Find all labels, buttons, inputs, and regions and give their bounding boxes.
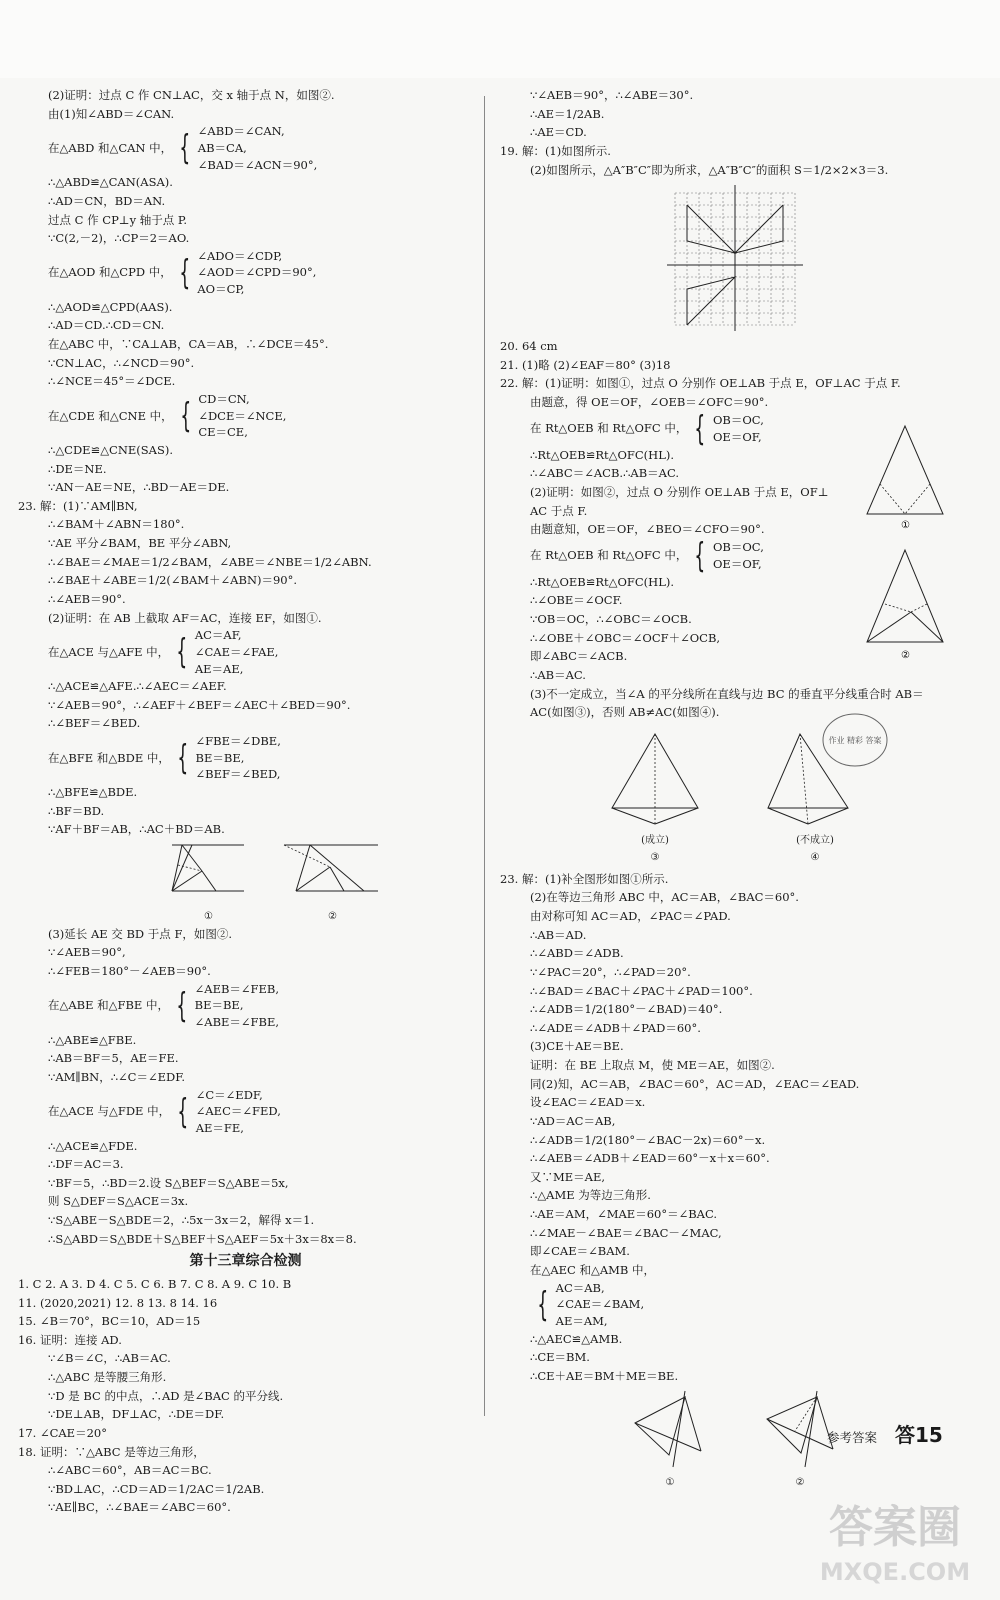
text-line: ∴∠ADB＝1/2(180°－∠BAD)＝40°.	[530, 1002, 723, 1017]
watermark-text: 答案圈	[829, 1502, 961, 1553]
left-column	[18, 86, 473, 1517]
system-row: ∠AEB＝∠FEB,	[194, 981, 280, 996]
figure-caption: ②	[328, 910, 337, 922]
text-line: ∴BF＝BD.	[48, 803, 105, 818]
text-line: 即∠CAE＝∠BAM.	[530, 1244, 630, 1259]
system-label: 在△ACE 与△AFE 中，	[48, 644, 170, 659]
brace-icon: {	[179, 252, 190, 293]
text-line: ∵CN⊥AC，∴∠NCD＝90°.	[48, 355, 195, 370]
text-line: ∴∠AEB＝90°.	[48, 591, 126, 606]
text-line: 在△ABC 中，∵CA⊥AB，CA＝AB，∴∠DCE＝45°.	[48, 337, 329, 352]
page-value: 15	[915, 1423, 943, 1447]
brace-icon: {	[177, 1091, 189, 1132]
figure-caption: (成立)	[641, 835, 669, 847]
text-line: ∵C(2,－2)，∴CP＝2＝AO.	[48, 231, 190, 246]
text-line: ∴△ACE≌△AFE.∴∠AEC＝∠AEF.	[48, 679, 227, 694]
answer-line: ∵AE∥BC，∴∠BAE＝∠ABC＝60°.	[48, 1500, 231, 1515]
q22-block	[500, 408, 970, 722]
system-row: ∠BEF＝∠BED,	[195, 767, 281, 782]
text-line: ∵∠AEB＝90°，∴∠ABE＝30°.	[530, 88, 694, 102]
figure-number: ③	[650, 851, 660, 863]
system-label: 在△ACE 与△FDE 中，	[48, 1104, 171, 1119]
text-line: ∵∠AEB＝90°,	[48, 945, 126, 960]
text-line: ∴AD＝CN，BD＝AN.	[48, 193, 166, 208]
text-line: ∴△CDE≌△CNE(SAS).	[48, 442, 174, 457]
answer-line: 18. 证明：∵△ABC 是等边三角形，	[18, 1444, 205, 1459]
text-line: AC 于点 F.	[530, 503, 588, 518]
footer-label: 参考答案	[827, 1430, 878, 1445]
text-line: ∵OB＝OC，∴∠OBC＝∠OCB.	[530, 612, 692, 626]
text-line: ∴Rt△OEB≌Rt△OFC(HL).	[530, 574, 674, 589]
text-line: (2)证明：在 AB 上截取 AF＝AC，连接 EF，如图①.	[48, 610, 322, 625]
equation-system	[18, 733, 473, 783]
watermark-logo	[800, 1480, 990, 1590]
text-line: (3)延长 AE 交 BD 于点 F，如图②.	[48, 926, 233, 941]
text-line: (3)CE＋AE＝BE.	[530, 1039, 624, 1054]
text-line: 则 S△DEF＝S△ACE＝3x.	[48, 1194, 189, 1209]
text-line: 由对称可知 AC＝AD，∠PAC＝∠PAD.	[530, 909, 731, 923]
answer-line: 16. 证明：连接 AD.	[18, 1332, 122, 1347]
brace-icon: {	[179, 128, 191, 169]
column-divider	[484, 96, 485, 1416]
answer-line: 23. 解：(1)补全图形如图①所示.	[500, 871, 669, 886]
text-line: ∴△AEC≌△AMB.	[530, 1331, 623, 1346]
text-line: ∴∠FEB＝180°－∠AEB＝90°.	[48, 964, 211, 979]
figure-caption: (不成立)	[796, 835, 834, 847]
brace-icon: {	[176, 985, 188, 1026]
system-label: 在△CDE 和△CNE 中，	[48, 408, 173, 423]
figure-4	[760, 728, 882, 866]
text-line: 由(1)知∠ABD＝∠CAN.	[48, 106, 175, 121]
text-line: ∵S△ABE－S△BDE＝2，∴5x－3x＝2，解得 x＝1.	[48, 1213, 315, 1228]
system-row: ∠FBE＝∠DBE,	[195, 734, 281, 749]
text-line: ∴△AOD≌△CPD(AAS).	[48, 299, 173, 314]
system-row: OE＝OF,	[713, 556, 762, 571]
figure-number: ②	[795, 1477, 805, 1489]
text-line: ∴∠AEB＝∠ADB＋∠EAD＝60°－x＋x＝60°.	[530, 1151, 770, 1166]
question-23-heading: 23. 解：(1)∵AM∥BN,	[18, 498, 138, 513]
stamp-text: 作业 精彩 答案	[828, 735, 882, 745]
text-line: (2)在等边三角形 ABC 中，AC＝AB，∠BAC＝60°.	[530, 890, 799, 905]
text-line: (2)证明：过点 C 作 CN⊥AC，交 x 轴于点 N，如图②.	[48, 88, 335, 102]
text-line: (2)如图所示，△A″B″C″即为所求，△A″B″C″的面积 S＝1/2×2×3＝3.	[530, 162, 889, 177]
text-line: ∵AD＝AC＝AB,	[530, 1113, 616, 1128]
page-prefix: 答	[895, 1423, 915, 1447]
text-line: 同(2)知，AC＝AB，∠BAC＝60°，AC＝AD，∠EAC＝∠EAD.	[530, 1076, 860, 1091]
text-line: (2)证明：如图②，过点 O 分别作 OE⊥AB 于点 E，OF⊥	[530, 484, 829, 499]
svg-text:②: ②	[901, 649, 910, 661]
text-line: 又∵ME＝AE,	[530, 1169, 606, 1184]
system-label: 在△AOD 和△CPD 中，	[48, 265, 172, 280]
text-line: ∴∠NCE＝45°＝∠DCE.	[48, 374, 176, 389]
system-row: ∠AOD＝∠CPD＝90°,	[197, 265, 317, 280]
text-line: ∴∠BEF＝∠BED.	[48, 716, 141, 731]
system-row: BE＝BE,	[195, 750, 245, 765]
text-line: 过点 C 作 CP⊥y 轴于点 P.	[48, 212, 187, 227]
text-line: ∴∠BAE＋∠ABE＝1/2(∠BAM＋∠ABN)＝90°.	[48, 573, 298, 588]
answer-line: 11. (2020,2021) 12. 8 13. 8 14. 16	[18, 1295, 218, 1310]
geometry-figure-2	[278, 841, 388, 903]
system-label: 在△ABD 和△CAN 中，	[48, 140, 173, 155]
figure-3	[600, 728, 710, 866]
equation-system	[18, 248, 473, 298]
coordinate-grid-figure	[665, 183, 805, 333]
answer-line: ∴∠ABC＝60°，AB＝AC＝BC.	[48, 1463, 212, 1478]
text-line: ∴Rt△OEB≌Rt△OFC(HL).	[530, 447, 674, 462]
equation-system	[18, 391, 473, 441]
stamp-icon	[820, 710, 890, 770]
system-row: ∠ABD＝∠CAN,	[197, 124, 285, 139]
answer-line: ∴△ABC 是等腰三角形.	[48, 1370, 167, 1385]
text-line: ∵AN－AE＝NE，∴BD－AE＝DE.	[48, 480, 230, 495]
answer-line: 22. 解：(1)证明：如图①，过点 O 分别作 OE⊥AB 于点 E，OF⊥AC 于点 F.	[500, 376, 901, 391]
page-number	[895, 1419, 943, 1451]
chapter-title: 第十三章综合检测	[189, 1253, 302, 1270]
text-line: ∴AB＝AC.	[530, 667, 586, 682]
brace-icon: {	[180, 395, 191, 436]
watermark-domain: MXQE.COM	[819, 1558, 971, 1586]
text-line: ∵∠PAC＝20°，∴∠PAD＝20°.	[530, 964, 691, 979]
right-column	[500, 86, 970, 1491]
text-line: ∵BF＝5，∴BD＝2.设 S△BEF＝S△ABE＝5x,	[48, 1175, 289, 1190]
system-row: CD＝CN,	[198, 391, 250, 406]
answer-line: 21. (1)略 (2)∠EAF＝80° (3)18	[500, 357, 671, 372]
figure-number: ④	[810, 851, 820, 863]
text-line: ∴∠BAD＝∠BAC＋∠PAC＋∠PAD＝100°.	[530, 983, 753, 998]
system-row: ∠ABE＝∠FBE,	[194, 1014, 280, 1029]
figure-1	[164, 841, 254, 925]
q23-figures	[78, 841, 473, 925]
system-row: OE＝OF,	[713, 429, 762, 444]
triangle-figure-2	[855, 546, 955, 662]
geometry-figure-5	[625, 1389, 715, 1469]
page-top-margin	[0, 0, 1000, 78]
text-line: ∴△ABE≌△FBE.	[48, 1032, 137, 1047]
system-row: ∠CAE＝∠BAM,	[555, 1297, 645, 1312]
system-row: AE＝FE,	[195, 1120, 244, 1135]
text-line: ∴DE＝NE.	[48, 461, 107, 476]
geometry-figure-3	[600, 728, 710, 828]
text-line: ∵AE 平分∠BAM，BE 平分∠ABN,	[48, 536, 232, 551]
equation-system	[18, 123, 473, 173]
brace-icon: {	[537, 1284, 549, 1325]
text-line: ∴∠ADE＝∠ADB＋∠PAD＝60°.	[530, 1020, 701, 1035]
svg-text:①: ①	[901, 519, 910, 531]
text-line: ∴AE＝1/2AB.	[530, 106, 605, 121]
answer-line: ∵∠B＝∠C，∴AB＝AC.	[48, 1351, 171, 1366]
system-row: AC＝AB,	[555, 1280, 605, 1295]
text-line: ∴∠OBE＋∠OBC＝∠OCF＋∠OCB,	[530, 630, 721, 645]
text-line: ∴AE＝CD.	[530, 125, 587, 140]
system-row: ∠C＝∠EDF,	[195, 1087, 263, 1102]
system-row: AB＝CA,	[197, 140, 247, 155]
text-line: ∴∠ABC＝∠ACB.∴AB＝AC.	[530, 466, 679, 481]
text-line: ∴AD＝CD.∴CD＝CN.	[48, 318, 165, 333]
equation-system	[18, 981, 473, 1031]
text-line: 19. 解：(1)如图所示.	[500, 143, 611, 158]
text-line: ∵∠AEB＝90°，∴∠AEF＋∠BEF＝∠AEC＋∠BED＝90°.	[48, 697, 351, 712]
text-line: 由题意知，OE＝OF，∠BEO＝∠CFO＝90°.	[530, 522, 765, 537]
answer-line: 1. C 2. A 3. D 4. C 5. C 6. B 7. C 8. A 9. C 10. B	[18, 1276, 292, 1291]
system-row: ∠ADO＝∠CDP,	[197, 248, 283, 263]
system-row: AE＝AM,	[555, 1313, 608, 1328]
text-line: ∴AE＝AM，∠MAE＝60°＝∠BAC.	[530, 1207, 718, 1221]
system-row: AO＝CP,	[197, 282, 245, 297]
text-line: ∴AB＝BF＝5，AE＝FE.	[48, 1051, 179, 1066]
text-line: ∵AF＋BF＝AB，∴AC＋BD＝AB.	[48, 822, 225, 837]
figure-number: ①	[665, 1477, 675, 1489]
text-line: ∴S△ABD＝S△BDE＋S△BEF＋S△AEF＝5x＋3x＝8x＝8.	[48, 1231, 357, 1246]
text-line: ∴△ABD≌△CAN(ASA).	[48, 175, 173, 190]
text-line: ∴∠OBE＝∠OCF.	[530, 593, 623, 608]
system-label: 在△ABE 和△FBE 中，	[48, 998, 169, 1013]
answer-line: 17. ∠CAE＝20°	[18, 1425, 107, 1440]
system-row: ∠CAE＝∠FAE,	[194, 644, 279, 659]
text-line: ∴∠BAE＝∠MAE＝1/2∠BAM，∠ABE＝∠NBE＝1/2∠ABN.	[48, 554, 372, 569]
system-row: ∠AEC＝∠FED,	[195, 1104, 281, 1119]
text-line: 由题意，得 OE＝OF，∠OEB＝∠OFC＝90°.	[530, 395, 769, 409]
text-line: ∴△AME 为等边三角形.	[530, 1188, 651, 1203]
brace-icon: {	[176, 632, 188, 673]
text-line: ∴∠BAM＋∠ABN＝180°.	[48, 517, 185, 532]
text-line: ∴△ACE≌△FDE.	[48, 1138, 138, 1153]
answer-line: ∵DE⊥AB，DF⊥AC，∴DE＝DF.	[48, 1407, 225, 1422]
text-line: 设∠EAC＝∠EAD＝x.	[530, 1095, 646, 1110]
system-row: OB＝OC,	[713, 412, 764, 427]
figure-2	[278, 841, 388, 925]
q22-figures	[500, 728, 970, 866]
geometry-figure-1	[164, 841, 254, 903]
figure-caption: ①	[204, 910, 213, 922]
text-line: ∴△BFE≌△BDE.	[48, 785, 138, 800]
text-line: ∴∠ADB＝1/2(180°－∠BAC－2x)＝60°－x.	[530, 1132, 766, 1147]
system-label: 在 Rt△OEB 和 Rt△OFC 中，	[530, 421, 688, 436]
text-line: 即∠ABC＝∠ACB.	[530, 649, 628, 664]
equation-system	[18, 1087, 473, 1137]
answer-line: ∵D 是 BC 的中点，∴AD 是∠BAC 的平分线.	[48, 1388, 284, 1403]
text-line: ∴∠ABD＝∠ADB.	[530, 946, 624, 961]
answer-line: 20. 64 cm	[500, 339, 558, 354]
figure-5	[625, 1389, 715, 1491]
answer-line: ∵BD⊥AC，∴CD＝AD＝1/2AC＝1/2AB.	[48, 1481, 265, 1496]
text-line: 证明：在 BE 上取点 M，使 ME＝AE，如图②.	[530, 1058, 775, 1072]
system-label: 在 Rt△OEB 和 Rt△OFC 中，	[530, 548, 688, 563]
text-line: ∴AB＝AD.	[530, 927, 587, 942]
text-line: ∴CE＋AE＝BM＋ME＝BE.	[530, 1368, 679, 1383]
text-line: ∴DF＝AC＝3.	[48, 1157, 124, 1172]
system-row: AC＝AF,	[194, 628, 242, 643]
triangle-figure-1	[855, 422, 955, 532]
system-row: BE＝BE,	[194, 998, 244, 1013]
system-row: CE＝CE,	[198, 425, 248, 440]
text-line: ∵AM∥BN，∴∠C＝∠EDF.	[48, 1069, 186, 1084]
text-line: (3)不一定成立，当∠A 的平分线所在直线与边 BC 的垂直平分线重合时 AB＝	[530, 686, 924, 701]
text-line: ∴∠MAE－∠BAE＝∠BAC－∠MAC,	[530, 1225, 722, 1240]
brace-icon: {	[177, 738, 189, 779]
system-label: 在△BFE 和△BDE 中，	[48, 750, 170, 765]
system-row: ∠DCE＝∠NCE,	[198, 408, 287, 423]
text-line: AC(如图③)，否则 AB≠AC(如图④).	[530, 705, 720, 720]
system-row: ∠BAD＝∠ACN＝90°,	[197, 157, 318, 172]
equation-system	[18, 627, 473, 677]
text-line: 在△AEC 和△AMB 中，	[530, 1262, 656, 1277]
equation-system	[500, 1280, 970, 1330]
brace-icon: {	[694, 408, 706, 449]
answer-line: 15. ∠B＝70°，BC＝10，AD＝15	[18, 1314, 201, 1329]
brace-icon: {	[694, 535, 706, 576]
system-row: AE＝AE,	[194, 661, 244, 676]
text-line: ∴CE＝BM.	[530, 1350, 590, 1365]
system-row: OB＝OC,	[713, 540, 764, 555]
